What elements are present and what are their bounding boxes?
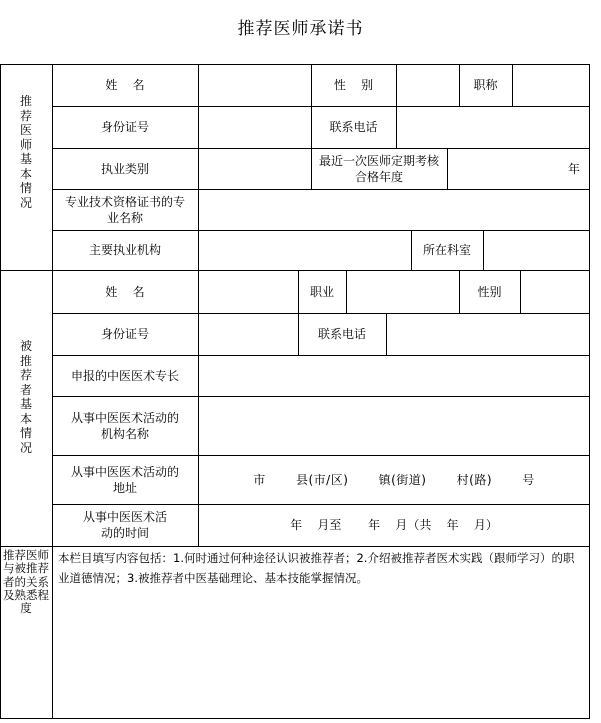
recommendee-occupation-input[interactable] [346,270,459,313]
recommender-major-input[interactable] [198,189,590,230]
recommendee-specialty-label: 申报的中医医术专长 [70,368,179,383]
recommender-gender-input[interactable] [396,64,459,106]
recommendee-address-input[interactable]: 市 县(市/区) 镇(街道) 村(路) 号 [253,472,535,487]
recommender-name-input[interactable] [198,64,311,106]
section-label-recommender: 推荐医师基本情况 [19,94,32,210]
recommender-department-input[interactable] [483,230,590,270]
recommendee-gender-label: 性别 [477,284,502,299]
recommendee-occupation-label: 职业 [309,284,334,299]
recommendee-id-input[interactable] [198,313,298,355]
recommender-phone-label: 联系电话 [329,120,378,134]
recommender-gender-label: 性 别 [333,78,374,92]
recommendee-duration-label: 从事中医医术活动的时间 [82,510,167,540]
recommender-review-input[interactable]: 年 [567,161,580,176]
section-label-relation: 推荐医师与被推荐者的关系及熟悉程度 [3,548,49,616]
relation-text-area[interactable] [53,590,589,718]
recommendee-name-label: 姓 名 [105,284,145,299]
recommender-title-label: 职称 [473,78,498,92]
recommender-id-input[interactable] [198,106,311,148]
page-title: 推荐医师承诺书 [237,19,364,39]
recommendee-phone-input[interactable] [386,313,590,355]
recommender-name-label: 姓 名 [105,78,145,92]
recommendee-gender-input[interactable] [520,270,590,313]
recommendee-id-label: 身份证号 [100,327,149,341]
recommendee-specialty-input[interactable] [198,355,590,396]
recommender-institution-input[interactable] [198,230,411,270]
recommendee-duration-input[interactable]: 年 月至 年 月（共 年 月） [290,518,498,532]
recommender-phone-input[interactable] [396,106,590,148]
recommender-institution-label: 主要执业机构 [88,243,161,257]
recommender-id-label: 身份证号 [100,120,149,134]
recommender-category-label: 执业类别 [100,161,149,176]
recommendee-phone-label: 联系电话 [317,327,366,341]
recommender-category-input[interactable] [198,148,311,189]
recommender-department-label: 所在科室 [422,243,471,257]
recommendee-org-label: 从事中医医术活动的机构名称 [70,410,179,441]
recommendee-org-input[interactable] [198,396,590,455]
recommendee-name-input[interactable] [198,270,298,313]
recommender-review-label: 最近一次医师定期考核合格年度 [318,153,439,184]
recommender-major-label: 专业技术资格证书的专业名称 [64,194,185,225]
relation-instructions: 本栏目填写内容包括：1.何时通过何种途径认识被推荐者；2.介绍被推荐者医术实践（跟师学习）的职业道德情况；3.被推荐者中医基础理论、基本技能掌握情况。 [58,551,575,585]
recommender-title-input[interactable] [512,64,590,106]
recommendee-address-label: 从事中医医术活动的地址 [70,464,179,495]
section-label-recommendee: 被推荐者基本情况 [19,339,32,455]
